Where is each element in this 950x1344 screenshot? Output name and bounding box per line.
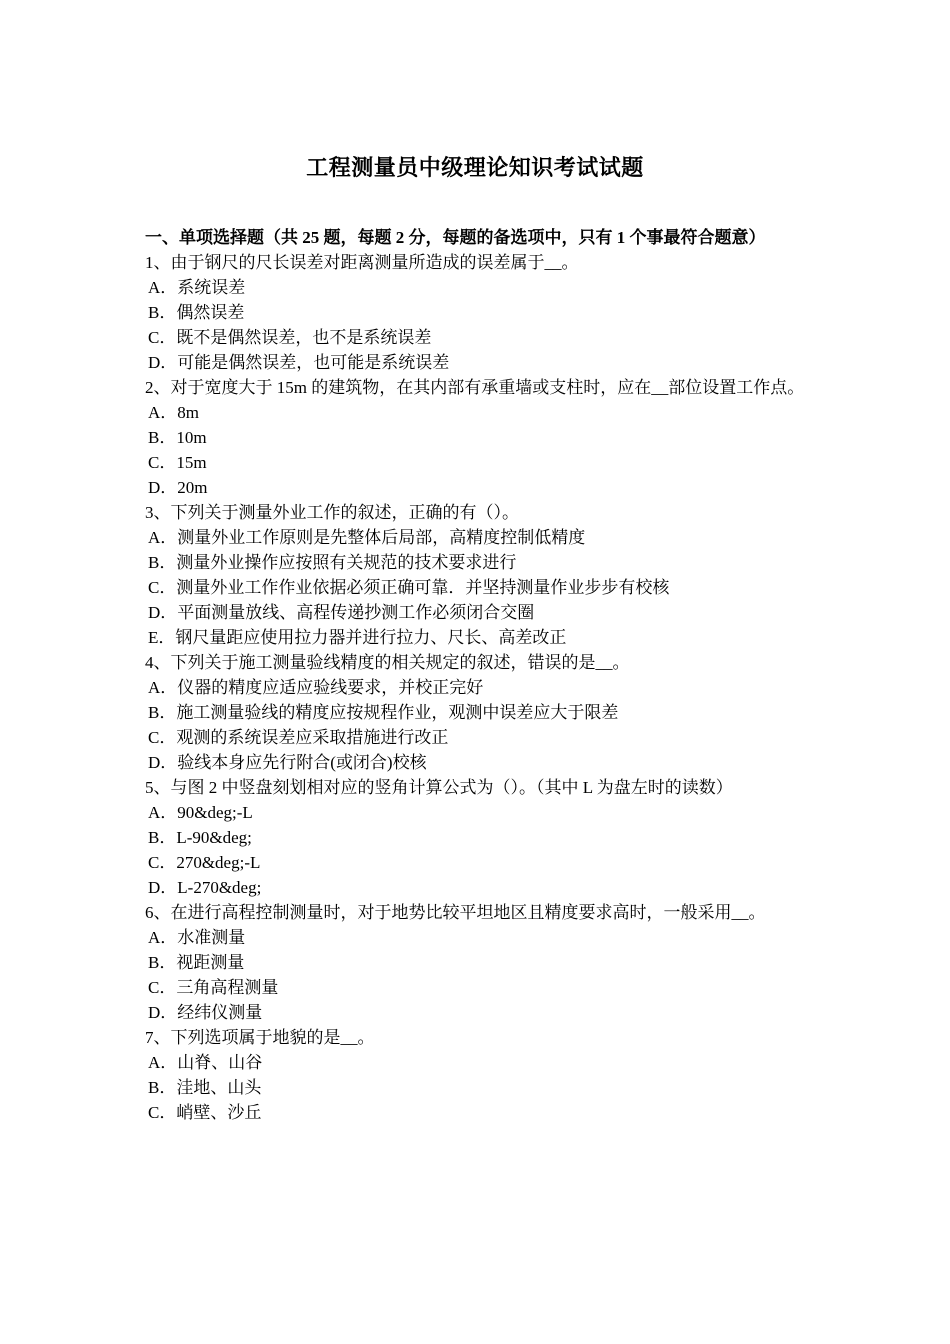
- option-a: A．90&deg;-L: [148, 803, 253, 822]
- question-stem: 7、下列选项属于地貌的是__。: [145, 1028, 375, 1047]
- option-b: B．偶然误差: [148, 303, 245, 322]
- question-5: [145, 775, 810, 900]
- option-c: C．观测的系统误差应采取措施进行改正: [148, 728, 449, 747]
- section-heading: 一、单项选择题（共 25 题，每题 2 分，每题的备选项中，只有 1 个事最符合题意）: [145, 228, 766, 247]
- question-stem: 1、由于钢尺的尺长误差对距离测量所造成的误差属于__。: [145, 253, 579, 272]
- option-c: C．270&deg;-L: [148, 853, 261, 872]
- option-b: B．10m: [148, 428, 207, 447]
- option-b: B．施工测量验线的精度应按规程作业，观测中误差应大于限差: [148, 703, 619, 722]
- question-4: [145, 650, 810, 775]
- option-a: A．山脊、山谷: [148, 1053, 263, 1072]
- question-stem: 6、在进行高程控制测量时，对于地势比较平坦地区且精度要求高时，一般采用__。: [145, 903, 766, 922]
- option-b: B．L-90&deg;: [148, 828, 252, 847]
- option-d: D．平面测量放线、高程传递抄测工作必须闭合交圈: [148, 603, 535, 622]
- option-c: C．峭壁、沙丘: [148, 1103, 262, 1122]
- option-d: D．20m: [148, 478, 208, 497]
- option-b: B．测量外业操作应按照有关规范的技术要求进行: [148, 553, 517, 572]
- option-d: D．验线本身应先行附合(或闭合)校核: [148, 753, 427, 772]
- option-a: A．系统误差: [148, 278, 246, 297]
- question-stem: 3、下列关于测量外业工作的叙述，正确的有（）。: [145, 503, 519, 522]
- question-stem: 4、下列关于施工测量验线精度的相关规定的叙述，错误的是__。: [145, 653, 630, 672]
- option-a: A．仪器的精度应适应验线要求，并校正完好: [148, 678, 484, 697]
- question-1: [145, 250, 810, 375]
- option-e: E．钢尺量距应使用拉力器并进行拉力、尺长、高差改正: [148, 628, 567, 647]
- option-c: C．既不是偶然误差，也不是系统误差: [148, 328, 432, 347]
- option-a: A．8m: [148, 403, 199, 422]
- question-3: [145, 500, 810, 650]
- document-title: 工程测量员中级理论知识考试试题: [306, 155, 644, 180]
- option-c: C．三角高程测量: [148, 978, 279, 997]
- document-body: [145, 225, 810, 1125]
- option-a: A．测量外业工作原则是先整体后局部，高精度控制低精度: [148, 528, 586, 547]
- option-a: A．水准测量: [148, 928, 246, 947]
- option-d: D．L-270&deg;: [148, 878, 262, 897]
- option-c: C．测量外业工作作业依据必须正确可靠．并坚持测量作业步步有校核: [148, 578, 670, 597]
- question-6: [145, 900, 810, 1025]
- question-2: [145, 375, 810, 500]
- question-stem: 2、对于宽度大于 15m 的建筑物，在其内部有承重墙或支柱时，应在__部位设置工作点。: [145, 378, 805, 397]
- option-b: B．洼地、山头: [148, 1078, 262, 1097]
- question-7: [145, 1025, 810, 1125]
- option-b: B．视距测量: [148, 953, 245, 972]
- option-c: C．15m: [148, 453, 207, 472]
- option-d: D．可能是偶然误差，也可能是系统误差: [148, 353, 450, 372]
- option-d: D．经纬仪测量: [148, 1003, 263, 1022]
- question-stem: 5、与图 2 中竖盘刻划相对应的竖角计算公式为（）。（其中 L 为盘左时的读数）: [145, 778, 733, 797]
